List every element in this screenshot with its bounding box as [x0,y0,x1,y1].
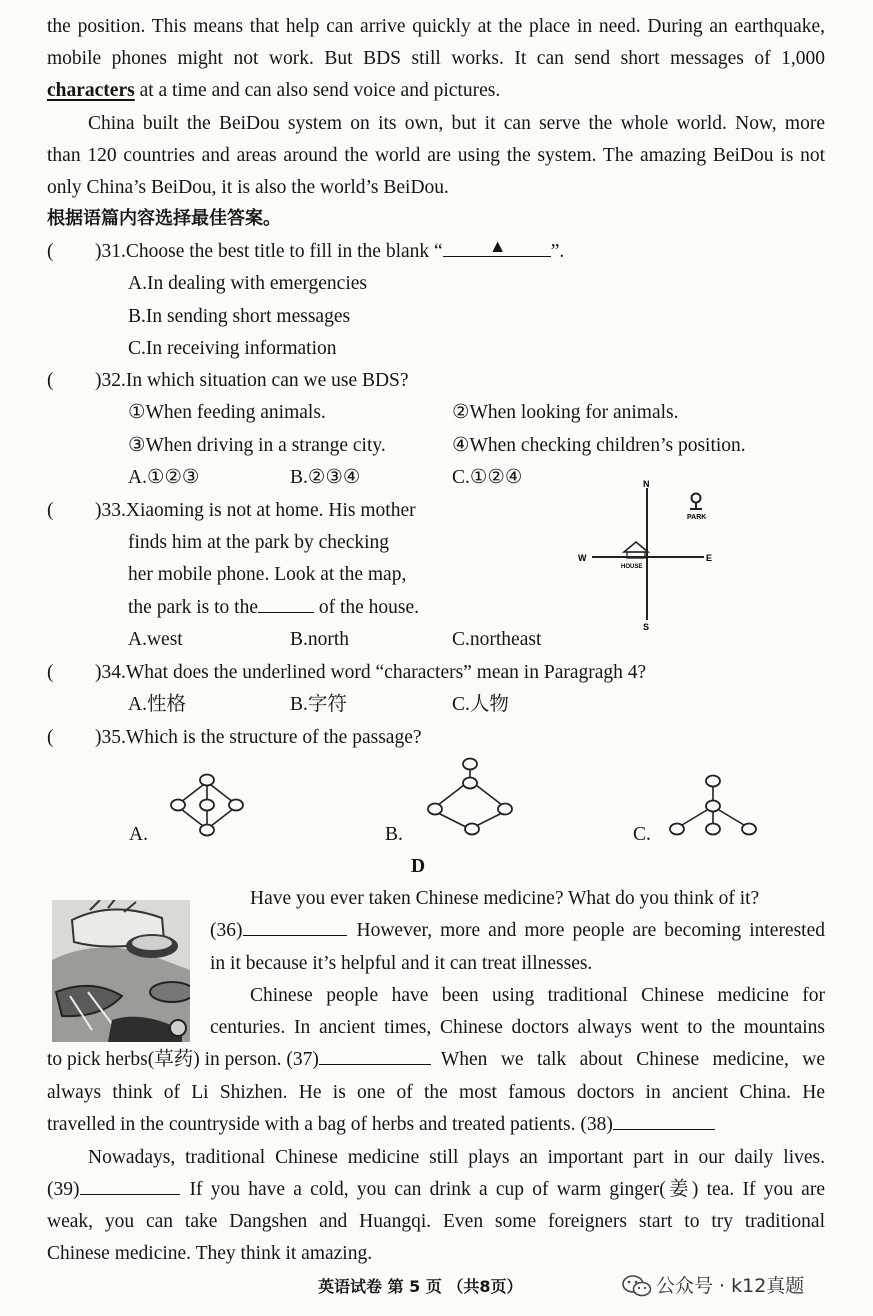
passage-line [210,919,825,943]
blank-number: (36) [210,920,243,941]
watermark-text: 公众号 · k12真题 [656,1275,805,1297]
passage-text: When we talk about Chinese medicine, we [440,1049,825,1070]
passage-line: than 120 countries and areas around the world are using the system. The amazing BeiDou is not [47,145,825,166]
chinese-medicine-illustration [52,900,190,1042]
passage-line: only China’s BeiDou, it is also the world’s BeiDou. [47,177,449,198]
answer-blank-39[interactable] [80,1178,180,1195]
answer-paren[interactable]: ( [47,370,54,391]
option-a: A.In dealing with emergencies [128,273,367,294]
structure-diagram-b [420,755,520,840]
passage-line [47,79,500,103]
instruction: 根据语篇内容选择最佳答案。 [47,208,281,229]
question-35-stem: )35.Which is the structure of the passage? [95,727,422,748]
passage-text: However, more and more people are becoming interested [356,920,825,941]
stem-text: of the house. [313,597,420,618]
passage-line [47,1048,825,1072]
answer-paren[interactable]: ( [47,662,54,683]
option-a-label: A. [129,824,148,845]
question-33-stem [128,596,419,620]
blank-number: (39) [47,1179,80,1200]
structure-diagram-c [660,770,770,840]
option-b: B.②③④ [290,467,361,488]
option-c: C.人物 [452,694,509,715]
option-a: A.①②③ [128,467,200,488]
option-a: A.性格 [128,694,186,715]
situation-item: ①When feeding animals. [128,402,326,423]
page-number: 英语试卷 第 5 页 （共8页） [318,1277,523,1296]
structure-diagram-a [160,770,255,840]
passage-line [47,1113,715,1137]
question-34-stem: )34.What does the underlined word “characters” mean in Paragragh 4? [95,662,647,683]
option-c-label: C. [633,824,651,845]
compass-map [570,474,730,634]
answer-blank-37[interactable] [319,1048,431,1065]
stem-text: the park is to the [128,597,258,618]
question-33-stem: finds him at the park by checking [128,532,390,553]
south-label: S [643,622,650,632]
answer-blank-38[interactable] [613,1113,715,1130]
question-stem-end: ”. [550,241,565,262]
passage-line: Chinese people have been using traditional Chinese medicine for [250,985,825,1006]
passage-line: the position. This means that help can arrive quickly at the place in need. During an earthquake, [47,16,825,37]
passage-line: Chinese medicine. They think it amazing. [47,1243,373,1264]
page-footer [0,1272,873,1302]
option-b: B.字符 [290,694,347,715]
situation-item: ④When checking children’s position. [452,435,746,456]
passage-line: always think of Li Shizhen. He is one of the most famous doctors in ancient China. He [47,1082,825,1103]
triangle-marker: ▲ [488,236,507,256]
passage-text: travelled in the countryside with a bag of herbs and treated patients. (38) [47,1114,613,1135]
passage-line: China built the BeiDou system on its own, but it can serve the whole world. Now, more [88,113,825,134]
west-label: W [578,553,587,563]
passage-line: weak, you can take Dangshen and Huangqi. Even some foreigners start to try traditional [47,1211,825,1232]
option-a: A.west [128,629,183,650]
question-32-stem: )32.In which situation can we use BDS? [95,370,409,391]
passage-line: Have you ever taken Chinese medicine? What do you think of it? [250,888,760,909]
passage-line: in it because it’s helpful and it can treat illnesses. [210,953,593,974]
passage-line: centuries. In ancient times, Chinese doctors always went to the mountains [210,1017,825,1038]
location-pin-icon [690,494,702,510]
option-c: C.northeast [452,629,542,650]
option-b-label: B. [385,824,403,845]
passage-text: at a time and can also send voice and pictures. [134,80,501,101]
option-c: C.①②④ [452,467,523,488]
question-33-stem: her mobile phone. Look at the map, [128,564,407,585]
question-stem: )31.Choose the best title to fill in the blank “ [95,241,443,262]
situation-item: ②When looking for animals. [452,402,679,423]
section-heading: D [411,856,426,877]
option-b: B.In sending short messages [128,306,351,327]
option-c: C.In receiving information [128,338,337,359]
question-31 [95,236,565,264]
passage-line: Nowadays, traditional Chinese medicine still plays an important part in our daily lives. [88,1147,825,1168]
underlined-word: characters [47,80,135,101]
passage-line: mobile phones might not work. But BDS still works. It can send short messages of 1,000 [47,48,825,69]
option-b: B.north [290,629,350,650]
passage-text: to pick herbs(草药) in person. (37) [47,1049,319,1070]
passage-text: If you have a cold, you can drink a cup of warm ginger(姜) tea. If you are [189,1179,825,1200]
north-label: N [643,479,650,489]
passage-line [47,1178,825,1202]
title-blank [443,236,551,257]
park-label: PARK [687,514,707,521]
answer-paren[interactable]: ( [47,241,54,262]
situation-item: ③When driving in a strange city. [128,435,386,456]
wechat-icon [622,1274,652,1298]
answer-paren[interactable]: ( [47,727,54,748]
house-icon [624,542,648,558]
question-33-stem: )33.Xiaoming is not at home. His mother [95,500,416,521]
answer-paren[interactable]: ( [47,500,54,521]
answer-blank-36[interactable] [243,919,347,936]
answer-blank [258,596,314,613]
house-label: HOUSE [621,564,643,570]
east-label: E [706,553,713,563]
